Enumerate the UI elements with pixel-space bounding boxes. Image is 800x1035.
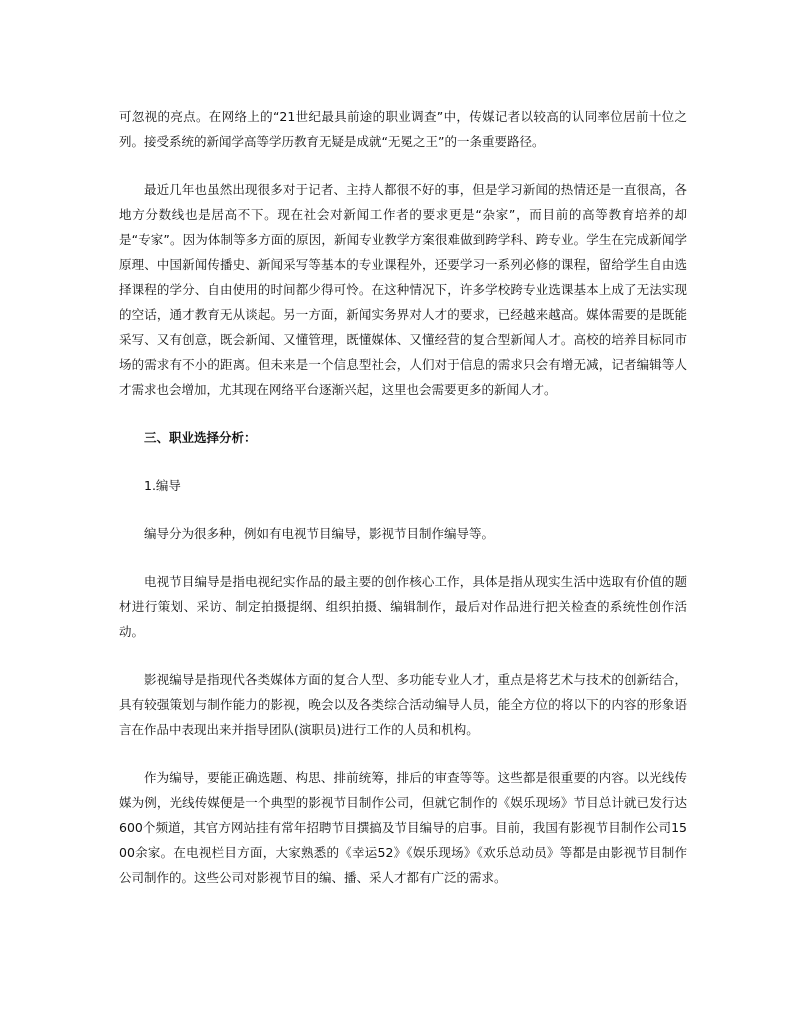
subheading-director: 1.编导 — [144, 478, 181, 493]
paragraph-director-duties: 作为编导，要能正确选题、构思、排前统筹，排后的审查等等。这些都是很重要的内容。以光线传媒为例，光线传媒便是一个典型的影视节目制作公司，但就它制作的《娱乐现场》节目总计就已发行达600个频道，其官方网站挂有常年招聘节目撰搞及节目编导的启事。目前，我国有影视节目制作公司1500余家。在电视栏目方面，大家熟悉的《幸运52》《娱乐现场》《欢乐总动员》等都是由影视节目制作公司制作的。这些公司对影视节目的编、播、采人才都有广泛的需求。 — [119, 770, 687, 885]
paragraph-news-talent: 最近几年也虽然出现很多对于记者、主持人都很不好的事，但是学习新闻的热情还是一直很高，各地方分数线也是居高不下。现在社会对新闻工作者的要求更是“杂家”，而目前的高等教育培养的却是“专家”。因为体制等多方面的原因，新闻专业教学方案很难做到跨学科、跨专业。学生在完成新闻学原理、中国新闻传播史、新闻采写等基本的专业课程外，还要学习一系列必修的课程，留给学生自由选择课程的学分、自由使用的时间都少得可怜。在这种情况下，许多学校跨专业选课基本上成了无法实现的空话，通才教育无从谈起。另一方面，新闻实务界对人才的要求，已经越来越高。媒体需要的是既能采写、又有创意，既会新闻、又懂管理，既懂媒体、又懂经营的复合型新闻人才。高校的培养目标同市场的需求有不小的距离。但未来是一个信息型社会，人们对于信息的需求只会有增无减，记者编辑等人才需求也会增加，尤其现在网络平台逐渐兴起，这里也会需要更多的新闻人才。 — [119, 182, 687, 397]
paragraph-continuation: 可忽视的亮点。在网络上的“21世纪最具前途的职业调查”中，传媒记者以较高的认同率位居前十位之列。接受系统的新闻学高等学历教育无疑是成就“无冕之王”的一条重要路径。 — [119, 109, 687, 149]
paragraph-director-types: 编导分为很多种，例如有电视节目编导，影视节目制作编导等。 — [144, 526, 495, 541]
section-heading-career-analysis: 三、职业选择分析： — [144, 430, 257, 445]
document-page — [119, 104, 687, 890]
paragraph-tv-director: 电视节目编导是指电视纪实作品的最主要的创作核心工作，具体是指从现实生活中选取有价值的题材进行策划、采访、制定拍摄提纲、组织拍摄、编辑制作，最后对作品进行把关检查的系统性创作活动。 — [119, 574, 687, 639]
paragraph-film-director: 影视编导是指现代各类媒体方面的复合人型、多功能专业人才，重点是将艺术与技术的创新结合，具有较强策划与制作能力的影视，晚会以及各类综合活动编导人员，能全方位的将以下的内容的形象语言在作品中表现出来并指导团队(演职员)进行工作的人员和机构。 — [119, 672, 687, 737]
